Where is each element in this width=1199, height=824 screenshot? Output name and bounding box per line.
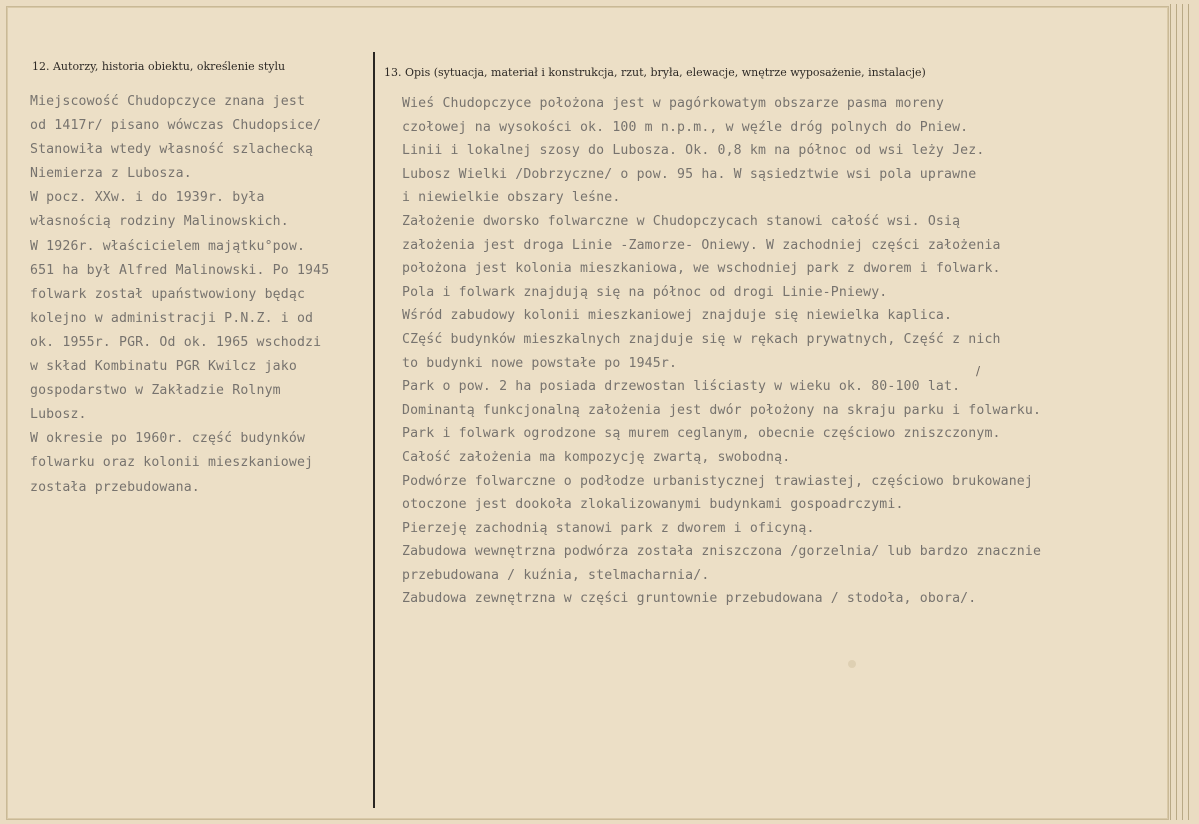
history-line: gospodarstwo w Zakładzie Rolnym xyxy=(30,383,281,399)
column-divider xyxy=(373,52,375,808)
history-line: 651 ha był Alfred Malinowski. Po 1945 xyxy=(30,262,330,278)
page-edge xyxy=(1176,4,1177,820)
history-line: została przebudowana. xyxy=(30,479,200,495)
history-line: w skład Kombinatu PGR Kwilcz jako xyxy=(30,359,297,375)
description-line: czołowej na wysokości ok. 100 m n.p.m., w węźle dróg polnych do Pniew. xyxy=(402,119,969,135)
history-line: folwarku oraz kolonii mieszkaniowej xyxy=(30,455,314,471)
history-line: Miejscowość Chudopczyce znana jest xyxy=(30,94,306,109)
history-line: Lubosz. xyxy=(30,407,87,423)
description-line: założenia jest droga Linie -Zamorze- Oniewy. W zachodniej części założenia xyxy=(402,237,1001,253)
description-line: Podwórze folwarczne o podłodze urbanistycznej trawiastej, częściowo brukowanej xyxy=(402,473,1033,489)
description-line: Całość założenia ma kompozycję zwartą, swobodną. xyxy=(402,449,791,465)
history-text xyxy=(30,90,329,500)
history-line: W pocz. XXw. i do 1939r. była xyxy=(30,190,265,206)
description-line: przebudowana / kuźnia, stelmacharnia/. xyxy=(402,567,710,583)
description-line: i niewielkie obszary leśne. xyxy=(402,190,621,206)
description-line: to budynki nowe powstałe po 1945r. xyxy=(402,355,678,371)
description-line: Pola i folwark znajdują się na północ od drogi Linie-Pniewy. xyxy=(402,284,888,300)
description-line: Park o pow. 2 ha posiada drzewostan liściasty w wieku ok. 80-100 lat. xyxy=(402,379,961,395)
description-line: Wieś Chudopczyce położona jest w pagórkowatym obszarze pasma moreny xyxy=(402,96,944,111)
page-edge xyxy=(1182,4,1183,820)
description-line: Pierzeję zachodnią stanowi park z dworem i oficyną. xyxy=(402,520,815,536)
description-line: Dominantą funkcjonalną założenia jest dwór położony na skraju parku i folwarku. xyxy=(402,402,1042,418)
section-12-header: 12. Autorzy, historia obiektu, określenie stylu xyxy=(32,60,286,73)
history-line: własnością rodziny Malinowskich. xyxy=(30,214,289,230)
history-line: Niemierza z Lubosza. xyxy=(30,166,192,182)
description-line: CZęść budynków mieszkalnych znajduje się w rękach prywatnych, Część z nich xyxy=(402,331,1001,347)
history-line: W 1926r. właścicielem majątku°pow. xyxy=(30,238,306,254)
description-line: Lubosz Wielki /Dobrzyczne/ o pow. 95 ha. W sąsiedztwie wsi pola uprawne xyxy=(402,166,977,182)
section-13-header: 13. Opis (sytuacja, materiał i konstrukcja, rzut, bryła, elewacje, wnętrze wyposażenie, instalacje) xyxy=(384,66,926,79)
page-edge xyxy=(1170,4,1171,820)
description-text xyxy=(402,92,1041,611)
history-line: folwark został upaństwowiony będąc xyxy=(30,286,306,302)
description-line: Zabudowa wewnętrzna podwórza została zniszczona /gorzelnia/ lub bardzo znacznie xyxy=(402,544,1042,560)
history-line: kolejno w administracji P.N.Z. i od xyxy=(30,310,314,326)
description-line: Park i folwark ogrodzone są murem ceglanym, obecnie częściowo zniszczonym. xyxy=(402,426,1001,442)
pencil-mark: / xyxy=(976,364,981,378)
description-line: otoczone jest dookoła zlokalizowanymi budynkami gospoadrczymi. xyxy=(402,497,904,513)
description-line: położona jest kolonia mieszkaniowa, we wschodniej park z dworem i folwark. xyxy=(402,261,1001,277)
description-line: Założenie dworsko folwarczne w Chudopczycach stanowi całość wsi. Osią xyxy=(402,213,961,229)
description-line: Zabudowa zewnętrzna w części gruntownie przebudowana / stodoła, obora/. xyxy=(402,591,977,607)
history-line: od 1417r/ pisano wówczas Chudopsice/ xyxy=(30,118,322,134)
description-line: Linii i lokalnej szosy do Lubosza. Ok. 0,8 km na północ od wsi leży Jez. xyxy=(402,143,985,159)
history-line: W okresie po 1960r. część budynków xyxy=(30,431,306,447)
paper-stain xyxy=(848,660,856,668)
page-edge xyxy=(1188,4,1189,820)
history-line: ok. 1955r. PGR. Od ok. 1965 wschodzi xyxy=(30,334,322,350)
description-line: Wśród zabudowy kolonii mieszkaniowej znajduje się niewielka kaplica. xyxy=(402,308,953,324)
history-line: Stanowiła wtedy własność szlachecką xyxy=(30,142,314,158)
